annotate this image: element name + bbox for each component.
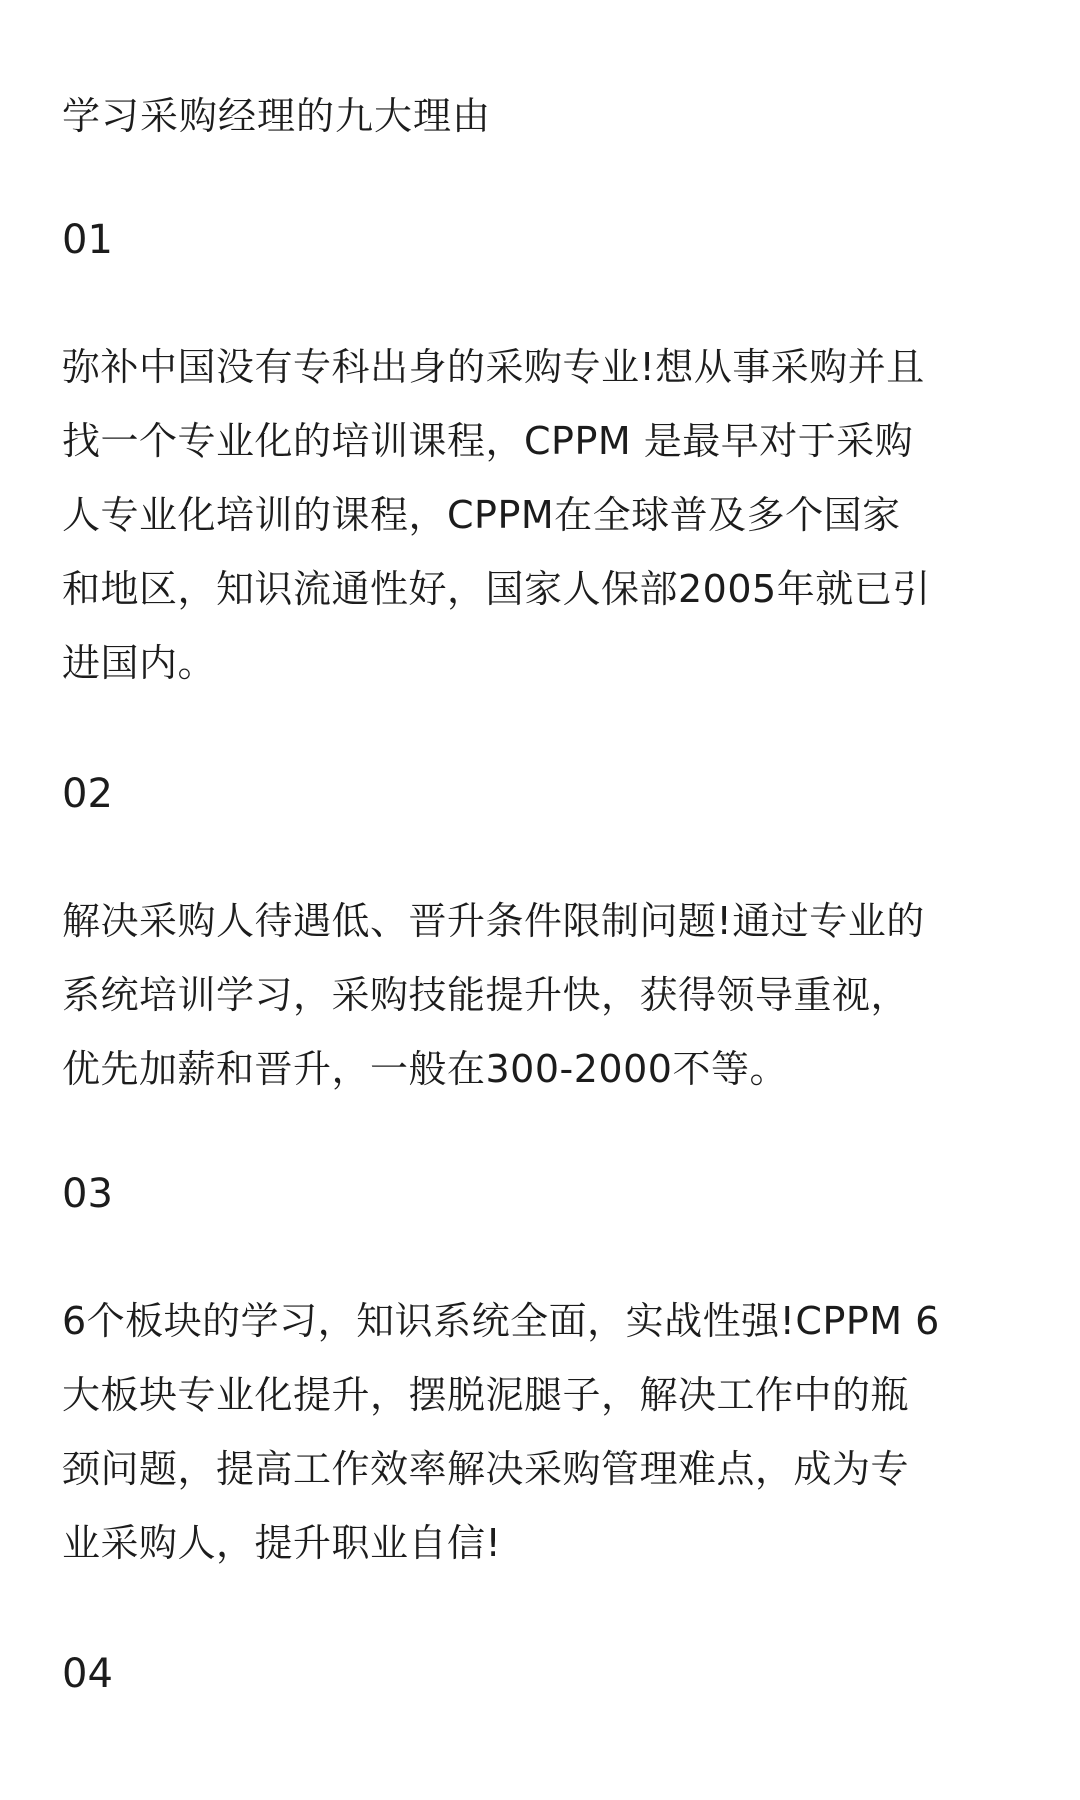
section-number-01: 01 — [62, 217, 113, 263]
paragraph-line: 和地区，知识流通性好，国家人保部2005年就已引 — [62, 567, 931, 611]
paragraph-line: 优先加薪和晋升，一般在300-2000不等。 — [62, 1047, 788, 1091]
section-paragraph-02 — [62, 884, 1022, 1106]
paragraph-line: 6个板块的学习，知识系统全面，实战性强!CPPM 6 — [62, 1299, 940, 1343]
paragraph-line: 解决采购人待遇低、晋升条件限制问题!通过专业的 — [62, 899, 925, 943]
paragraph-line: 进国内。 — [62, 641, 217, 685]
section-number-02: 02 — [62, 771, 113, 817]
paragraph-line: 业采购人，提升职业自信! — [62, 1521, 502, 1565]
section-paragraph-01 — [62, 330, 1022, 700]
paragraph-line: 颈问题，提高工作效率解决采购管理难点，成为专 — [62, 1447, 910, 1491]
section-number-04: 04 — [62, 1651, 113, 1697]
article-title: 学习采购经理的九大理由 — [62, 94, 492, 138]
section-number-03: 03 — [62, 1171, 113, 1217]
paragraph-line: 弥补中国没有专科出身的采购专业!想从事采购并且 — [62, 345, 925, 389]
paragraph-line: 找一个专业化的培训课程，CPPM 是最早对于采购 — [62, 419, 914, 463]
paragraph-line: 系统培训学习，采购技能提升快，获得领导重视， — [62, 973, 910, 1017]
paragraph-line: 大板块专业化提升，摆脱泥腿子，解决工作中的瓶 — [62, 1373, 910, 1417]
paragraph-line: 人专业化培训的课程，CPPM在全球普及多个国家 — [62, 493, 901, 537]
article-body — [62, 0, 1022, 1800]
section-paragraph-03 — [62, 1284, 1022, 1580]
